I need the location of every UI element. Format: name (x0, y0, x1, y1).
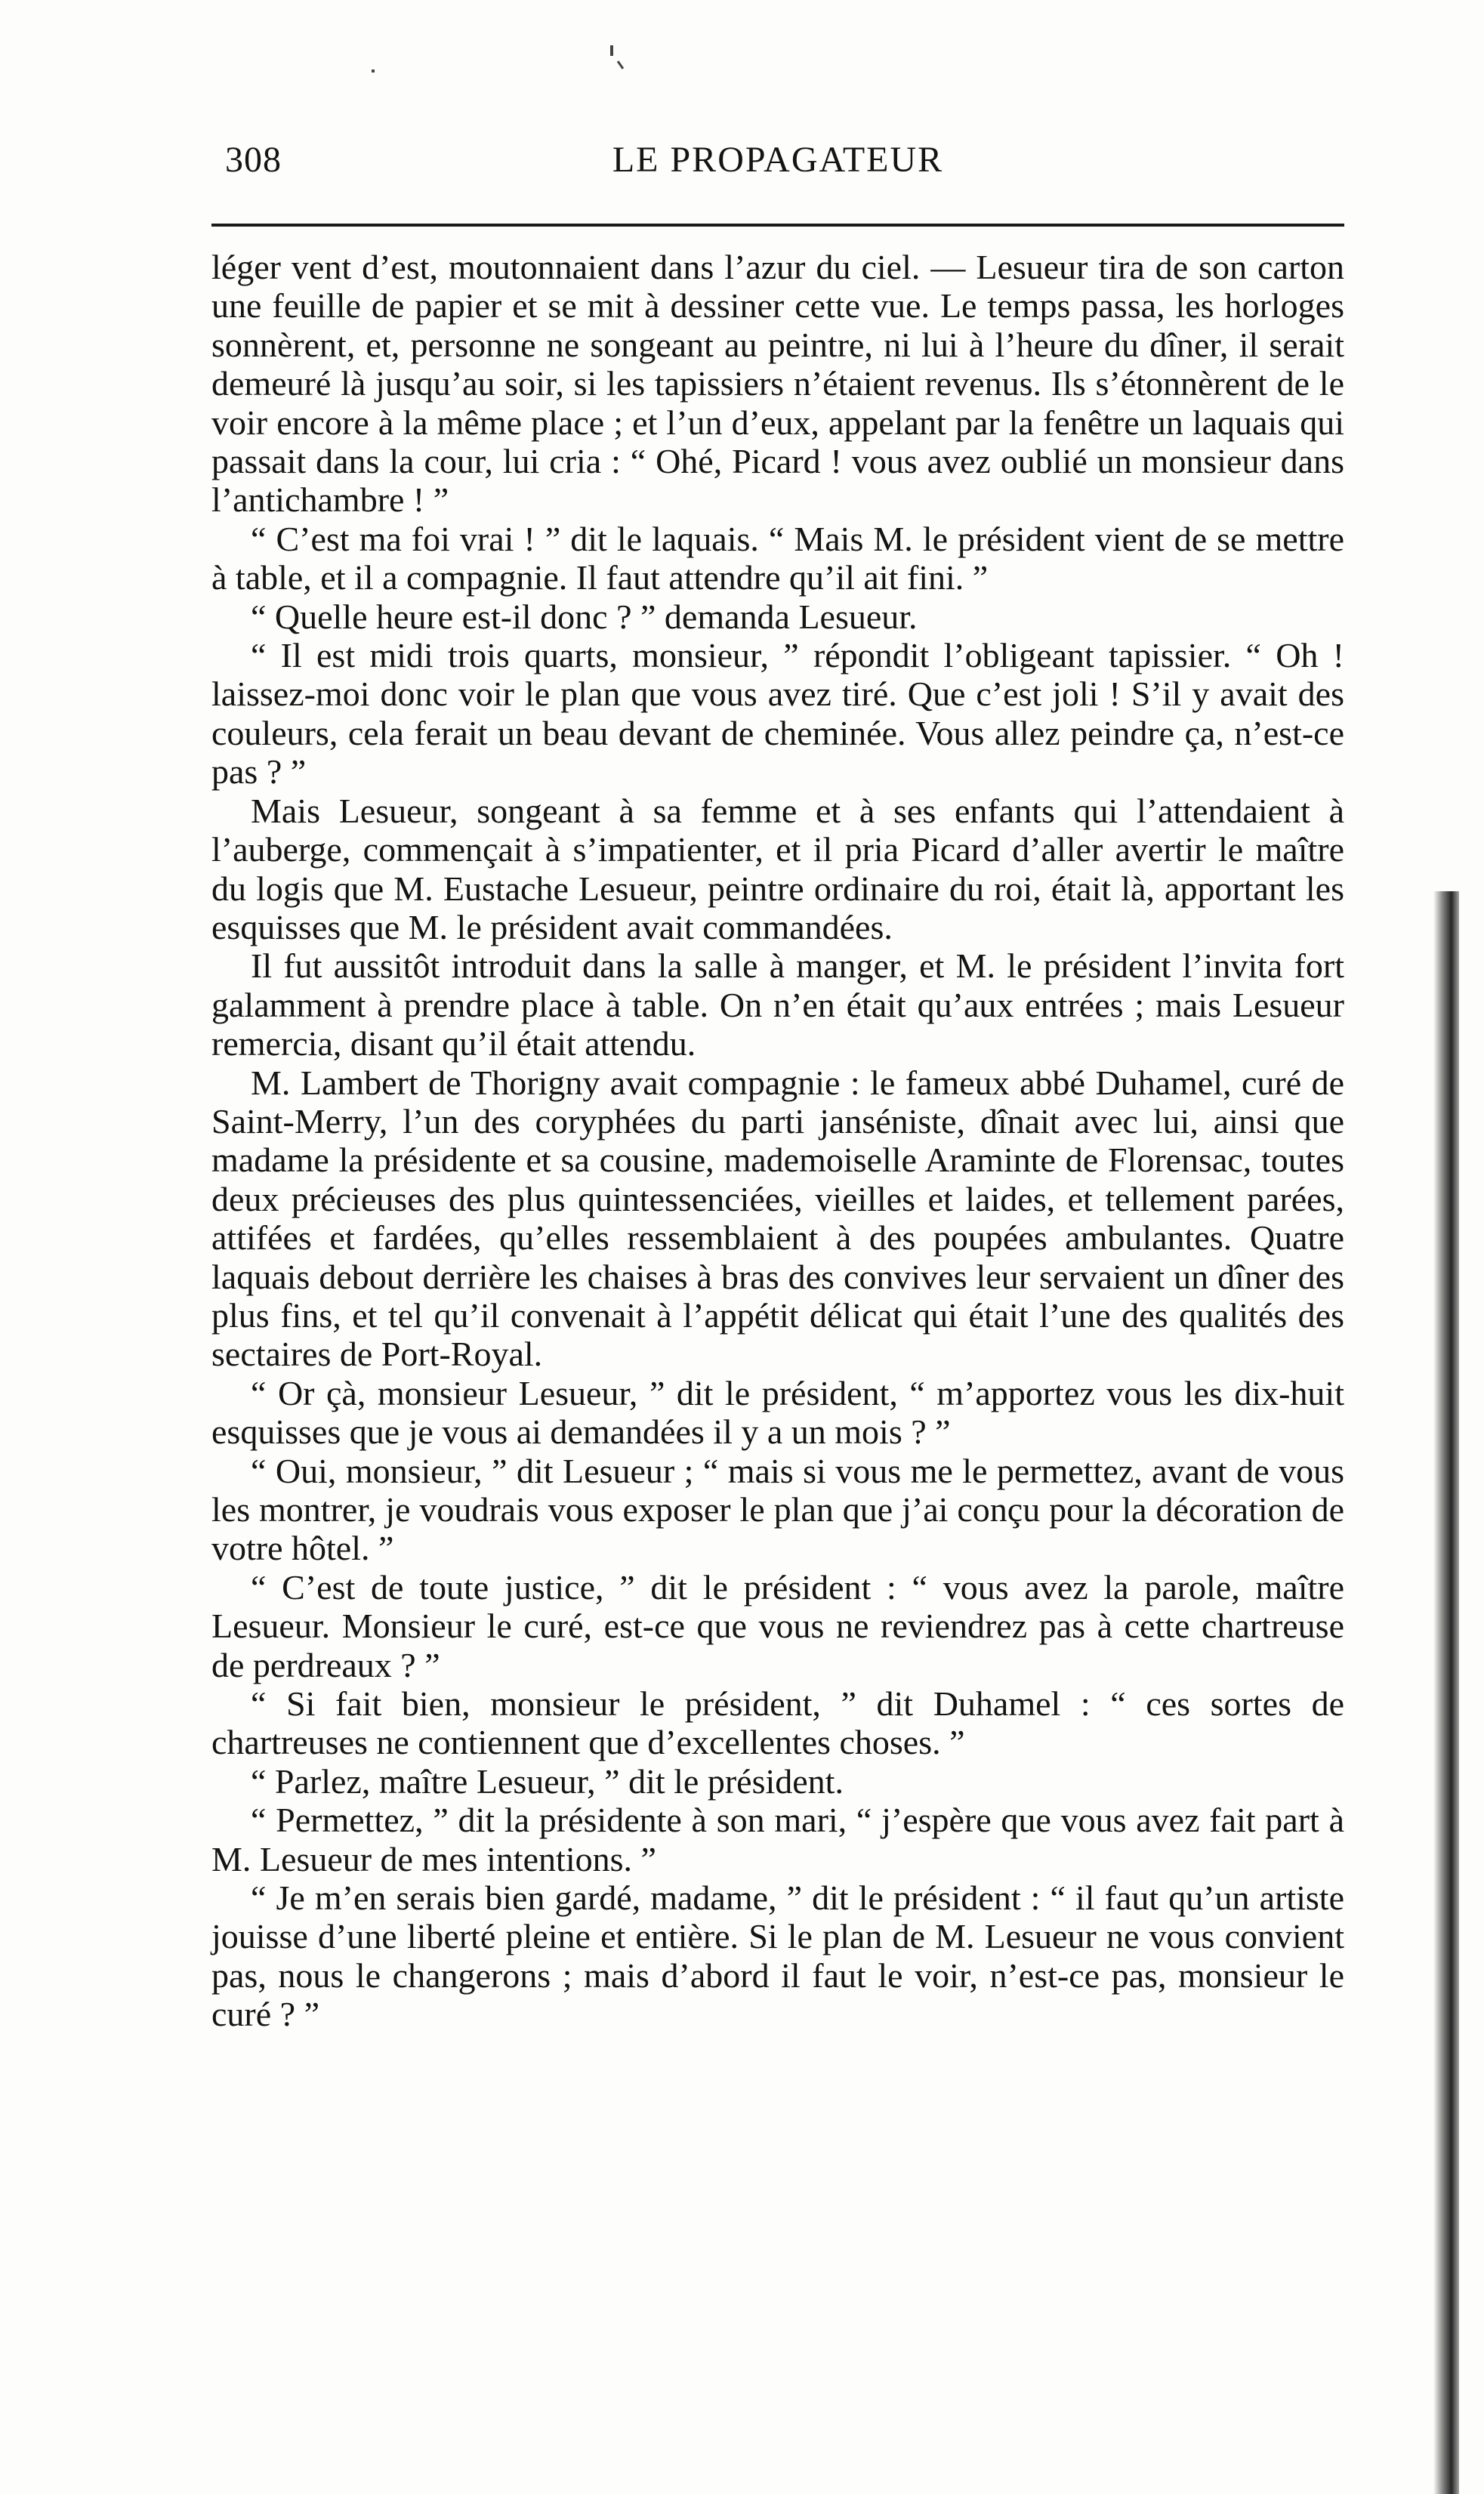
paragraph: Il fut aussitôt introduit dans la salle à manger, et M. le président l’invita fort galamment à prendre place à table. On n’en était qu’aux entrées ; mais Lesueur remercia, disant qu’il était attendu. (211, 946, 1344, 1063)
ink-speck (372, 69, 375, 73)
paragraph: “ Oui, monsieur, ” dit Lesueur ; “ mais si vous me le permettez, avant de vous les montrer, je voudrais vous exposer le plan que j’ai conçu pour la décoration de votre hôtel. ” (211, 1451, 1344, 1568)
paragraph: “ Or çà, monsieur Lesueur, ” dit le président, “ m’apportez vous les dix-huit esquisses que je vous ai demandées il y a un mois ? ” (211, 1373, 1344, 1452)
paragraph: “ Il est midi trois quarts, monsieur, ” répondit l’obligeant tapissier. “ Oh ! laissez-moi donc voir le plan que vous avez tiré. Que c’est joli ! S’il y avait des couleurs, cela ferait un beau devant de cheminée. Vous allez peindre ça, n’est-ce pas ? ” (211, 636, 1344, 792)
running-title: LE PROPAGATEUR (612, 140, 944, 180)
paragraph: “ Quelle heure est-il donc ? ” demanda Lesueur. (251, 597, 918, 636)
paragraph: “ C’est ma foi vrai ! ” dit le laquais. “ Mais M. le président vient de se mettre à table, et il a compagnie. Il faut attendre qu’il ait fini. ” (211, 519, 1344, 597)
body-text (211, 248, 1344, 2034)
ink-speck (610, 45, 613, 56)
paragraph: “ Si fait bien, monsieur le président, ” dit Duhamel : “ ces sortes de chartreuses ne contiennent que d’excellentes choses. ” (211, 1684, 1344, 1762)
page-header (211, 130, 1344, 190)
header-rule (211, 224, 1344, 227)
page-number: 308 (225, 140, 282, 180)
paragraph: “ Parlez, maître Lesueur, ” dit le président. (251, 1761, 844, 1801)
page-edge-shadow (1433, 891, 1459, 2494)
paragraph: “ C’est de toute justice, ” dit le président : “ vous avez la parole, maître Lesueur. Monsieur le curé, est-ce que vous ne reviendrez pas à cette chartreuse de perdreaux ? ” (211, 1567, 1344, 1684)
paragraph: M. Lambert de Thorigny avait compagnie : le fameux abbé Duhamel, curé de Saint-Merry, l’un des coryphées du parti janséniste, dînait avec lui, ainsi que madame la présidente et sa cousine, mademoiselle Araminte de Florensac, toutes deux précieuses des plus quintessenciées, vieilles et laides, et tellement parées, attifées et fardées, qu’elles ressemblaient à des poupées ambulantes. Quatre laquais debout derrière les chaises à bras des convives leur servaient un dîner des plus fins, et tel qu’il convenait à l’appétit délicat qui était l’une des qualités des sectaires de Port-Royal. (211, 1063, 1344, 1374)
paragraph: léger vent d’est, moutonnaient dans l’azur du ciel. — Lesueur tira de son carton une feuille de papier et se mit à dessiner cette vue. Le temps passa, les horloges sonnèrent, et, personne ne songeant au peintre, ni lui à l’heure du dîner, il serait demeuré là jusqu’au soir, si les tapissiers n’étaient revenus. Ils s’étonnèrent de le voir encore à la même place ; et l’un d’eux, appelant par la fenêtre un laquais qui passait dans la cour, lui cria : “ Ohé, Picard ! vous avez oublié un monsieur dans l’antichambre ! ” (211, 248, 1344, 520)
paragraph: Mais Lesueur, songeant à sa femme et à ses enfants qui l’attendaient à l’auberge, commençait à s’impatienter, et il pria Picard d’aller avertir le maître du logis que M. Eustache Lesueur, peintre ordinaire du roi, était là, apportant les esquisses que M. le président avait commandées. (211, 791, 1344, 946)
paragraph: “ Je m’en serais bien gardé, madame, ” dit le président : “ il faut qu’un artiste jouisse d’une liberté pleine et entière. Si le plan de M. Lesueur ne vous convient pas, nous le changerons ; mais d’abord il faut le voir, n’est-ce pas, monsieur le curé ? ” (211, 1878, 1344, 2034)
paragraph: “ Permettez, ” dit la présidente à son mari, “ j’espère que vous avez fait part à M. Lesueur de mes intentions. ” (211, 1801, 1344, 1878)
ink-speck (617, 60, 624, 69)
